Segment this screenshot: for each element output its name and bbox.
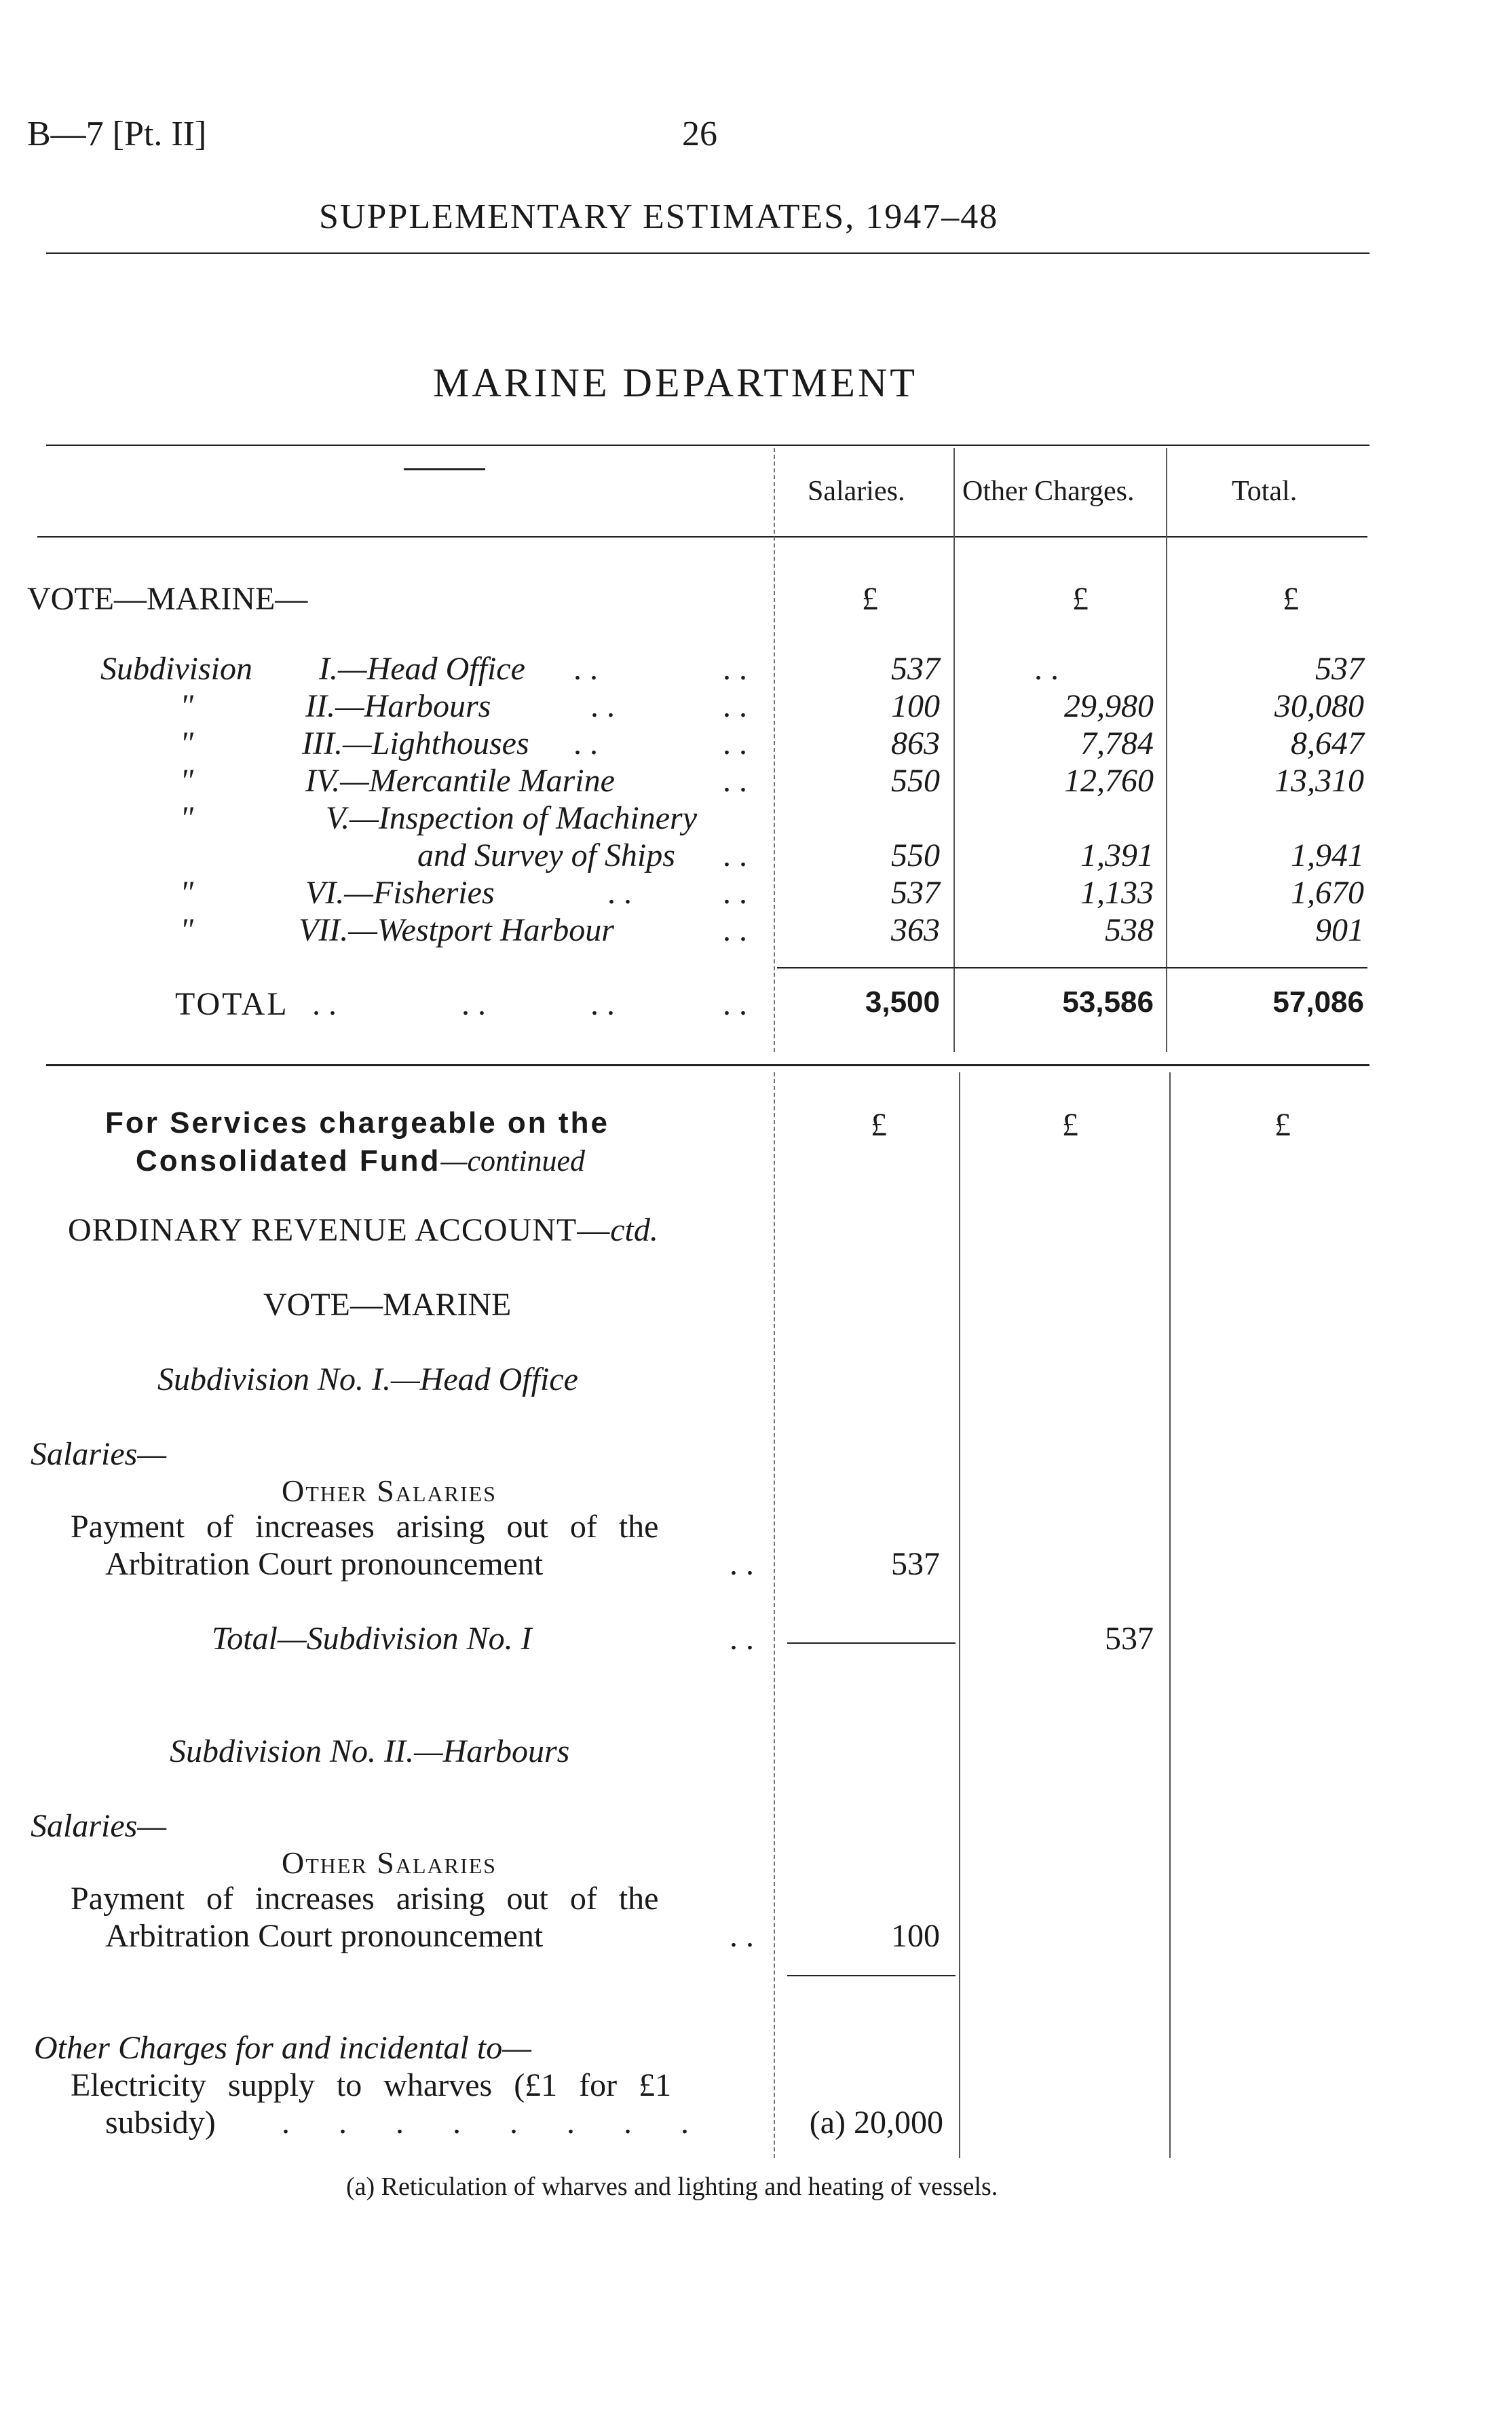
salaries-value: 537 [891, 651, 940, 687]
total-salaries: 3,500 [865, 985, 940, 1019]
row-label: VII.—Westport Harbour [299, 912, 614, 948]
other-charges-value: 1,391 [1080, 837, 1154, 873]
subdivision-heading: Subdivision No. II.—Harbours [170, 1733, 570, 1769]
item-amount: (a) 20,000 [809, 2105, 943, 2141]
section-rule [46, 1064, 1369, 1066]
item-description-continued: Arbitration Court pronouncement [105, 1918, 544, 1954]
column-divider [1169, 1072, 1171, 2158]
subdivision-total-label: Total—Subdivision No. I [212, 1621, 532, 1657]
total-other-charges: 53,586 [1062, 985, 1154, 1019]
item-description-continued: subsidy) [105, 2105, 216, 2141]
row-label: II.—Harbours [305, 688, 491, 724]
salaries-value: 550 [891, 763, 940, 799]
item-description-continued: Arbitration Court pronouncement [105, 1546, 544, 1582]
column-header-other-charges: Other Charges. [962, 476, 1135, 507]
column-divider [774, 1072, 775, 2158]
total-value: 901 [1315, 912, 1364, 948]
ditto-mark: " [180, 763, 194, 799]
currency-symbol: £ [862, 581, 878, 617]
salaries-value: 363 [891, 912, 940, 948]
currency-symbol: £ [1072, 581, 1089, 617]
salaries-value: 863 [891, 726, 940, 761]
document-reference: B—7 [Pt. II] [27, 115, 207, 153]
services-heading-fund: Consolidated Fund [136, 1144, 441, 1178]
running-title: SUPPLEMENTARY ESTIMATES, 1947–48 [319, 197, 999, 236]
total-value: 30,080 [1274, 688, 1364, 724]
column-divider [953, 448, 955, 1052]
other-charges-value: 538 [1105, 912, 1154, 948]
other-charges-label: Other Charges for and incidental to— [34, 2030, 531, 2066]
currency-symbol: £ [1062, 1107, 1078, 1143]
ditto-mark: " [180, 726, 194, 761]
salaries-value: 537 [891, 875, 940, 911]
blank-column-dash [404, 468, 485, 470]
row-label: I.—Head Office [319, 651, 525, 687]
row-label: VI.—Fisheries [305, 875, 495, 911]
table-top-rule [46, 445, 1369, 446]
grand-total: 57,086 [1272, 985, 1364, 1019]
currency-symbol: £ [871, 1107, 887, 1143]
total-value: 537 [1315, 651, 1364, 687]
ditto-mark: " [180, 800, 194, 836]
total-value: 1,941 [1291, 837, 1364, 873]
services-heading: For Services chargeable on the [105, 1106, 609, 1140]
vote-heading: VOTE—MARINE [263, 1287, 512, 1323]
total-value: 8,647 [1291, 726, 1364, 761]
total-value: 13,310 [1274, 763, 1364, 799]
other-charges-value: . . [1034, 651, 1059, 687]
column-divider [1166, 448, 1167, 1052]
salaries-value: 550 [891, 837, 940, 873]
item-description: Payment of increases arising out of the [71, 1881, 659, 1917]
row-label-continued: and Survey of Ships [417, 837, 675, 873]
subtotal-rule [787, 1642, 956, 1644]
subdivision-heading: Subdivision No. I.—Head Office [157, 1361, 578, 1397]
ditto-mark: " [180, 875, 194, 911]
header-rule [46, 252, 1369, 254]
salaries-label: Salaries— [31, 1808, 167, 1844]
currency-symbol: £ [1274, 1107, 1291, 1143]
column-header-salaries: Salaries. [808, 476, 905, 507]
services-continued: —continued [440, 1144, 586, 1178]
item-description: Electricity supply to wharves (£1 for £1 [71, 2067, 672, 2103]
row-label: IV.—Mercantile Marine [305, 763, 615, 799]
vote-label: VOTE—MARINE— [27, 581, 308, 617]
other-salaries-label: Other Salaries [282, 1473, 497, 1508]
salaries-value: 100 [891, 688, 940, 724]
total-value: 1,670 [1291, 875, 1364, 911]
item-amount: 537 [891, 1546, 940, 1582]
ditto-mark: " [180, 912, 194, 948]
footnote: (a) Reticulation of wharves and lighting and heating of vessels. [346, 2172, 998, 2201]
column-divider [774, 448, 775, 1052]
currency-symbol: £ [1283, 581, 1299, 617]
other-charges-value: 29,980 [1064, 688, 1154, 724]
row-label: III.—Lighthouses [302, 726, 529, 761]
section-title: MARINE DEPARTMENT [433, 360, 918, 405]
ditto-mark: " [180, 688, 194, 724]
other-charges-value: 7,784 [1080, 726, 1154, 761]
ordinary-ctd: ctd. [610, 1212, 658, 1248]
total-rule [777, 967, 1367, 968]
subdivision-total-amount: 537 [1105, 1621, 1154, 1657]
other-charges-value: 1,133 [1080, 875, 1154, 911]
column-divider [959, 1072, 960, 2158]
item-amount: 100 [891, 1918, 940, 1954]
page-number: 26 [682, 115, 717, 153]
table-header-rule [37, 536, 1367, 538]
item-description: Payment of increases arising out of the [71, 1509, 659, 1545]
other-salaries-label: Other Salaries [282, 1845, 497, 1880]
row-prefix: Subdivision [100, 651, 252, 687]
total-label: TOTAL [175, 986, 289, 1022]
ordinary-revenue-account: ORDINARY REVENUE ACCOUNT— [68, 1212, 611, 1248]
salaries-label: Salaries— [31, 1436, 167, 1472]
other-charges-value: 12,760 [1064, 763, 1154, 799]
column-header-total: Total. [1232, 476, 1298, 507]
subtotal-rule [787, 1975, 956, 1976]
row-label: V.—Inspection of Machinery [326, 800, 698, 836]
